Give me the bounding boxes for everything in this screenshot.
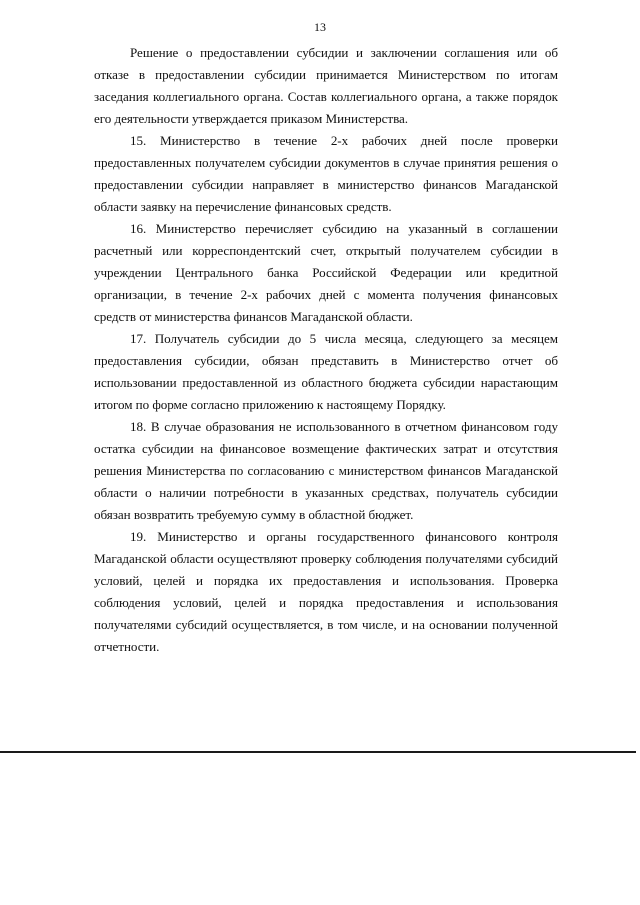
- document-body: [94, 42, 558, 658]
- paragraph-17: 17. Получатель субсидии до 5 числа месяца, следующего за месяцем предоставления субсидии, обязан представить в Министерство отчет об использовании предоставленной из областного бюджета субсидии нарастающим итогом по форме согласно приложению к настоящему Порядку.: [94, 331, 558, 412]
- page-divider: [0, 751, 636, 753]
- paragraph-decision: Решение о предоставлении субсидии и заключении соглашения или об отказе в предоставлении субсидии принимается Министерством по итогам заседания коллегиального органа. Состав коллегиального органа, а также порядок его деятельности утверждается приказом Министерства.: [94, 45, 558, 126]
- page-number: 13: [314, 20, 326, 34]
- paragraph-19: 19. Министерство и органы государственного финансового контроля Магаданской области осуществляют проверку соблюдения получателями субсидий условий, целей и порядка их предоставления и использования. Проверка соблюдения условий, целей и порядка предоставления и использования получателями субсидий осуществляется, в том числе, и на основании полученной отчетности.: [94, 529, 558, 654]
- paragraph-18: 18. В случае образования не использованного в отчетном финансовом году остатка субсидии на финансовое возмещение фактических затрат и отсутствия решения Министерства по согласованию с министерством финансов Магаданской области о наличии потребности в указанных средствах, получатель субсидии обязан возвратить требуемую сумму в областной бюджет.: [94, 419, 558, 522]
- paragraph-15: 15. Министерство в течение 2-х рабочих дней после проверки предоставленных получателем субсидии документов в случае принятия решения о предоставлении субсидии направляет в министерство финансов Магаданской области заявку на перечисление финансовых средств.: [94, 133, 558, 214]
- paragraph-16: 16. Министерство перечисляет субсидию на указанный в соглашении расчетный или корреспондентский счет, открытый получателем субсидии в учреждении Центрального банка Российской Федерации или кредитной организации, в течение 2-х рабочих дней с момента получения финансовых средств от министерства финансов Магаданской области.: [94, 221, 558, 324]
